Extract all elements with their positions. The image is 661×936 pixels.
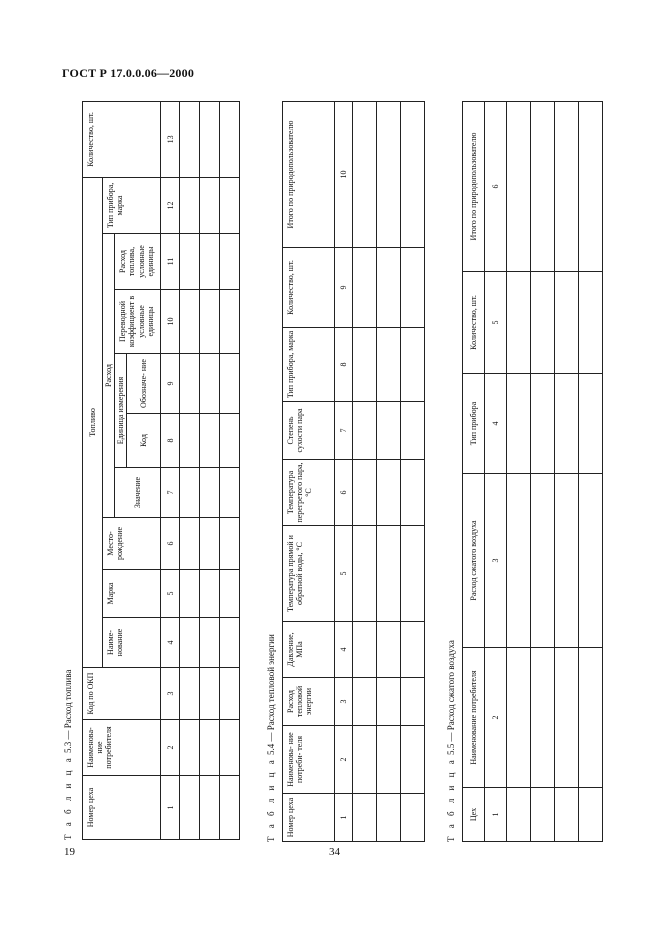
- t54-num: 8: [335, 328, 353, 402]
- t55-num: 3: [485, 474, 507, 648]
- t54-h-temp-par: Температура перегретого пара, °С: [283, 460, 335, 526]
- table-5-5: [462, 101, 603, 842]
- t55-empty-row: [555, 102, 579, 842]
- t54-h-stepen: Степень сухости пара: [283, 402, 335, 460]
- table-5-4-caption-word: Т а б л и ц а: [266, 757, 276, 842]
- t53-h-naim: Наиме- нование: [103, 618, 161, 668]
- t53-number-row: [161, 101, 180, 839]
- t53-h-perev: Переводной коэффициент в условные единицы: [115, 290, 161, 354]
- t55-h-kol: Количество, шт.: [463, 272, 485, 374]
- t55-h-tseh: Цех: [463, 788, 485, 842]
- t53-h-oboz: Обозначе- ние: [127, 354, 161, 414]
- t53-num: 3: [161, 668, 180, 720]
- t53-num: 7: [161, 468, 180, 518]
- table-5-3-caption-word: Т а б л и ц а: [63, 755, 73, 840]
- t54-h-temp-voda: Температура прямой и обратной воды, °С: [283, 526, 335, 622]
- t54-num: 10: [335, 102, 353, 248]
- t53-h-kod-okp: Код по ОКП: [83, 668, 161, 720]
- table-5-5-caption: [446, 640, 456, 842]
- page-number-left: 19: [64, 846, 75, 858]
- t53-empty-row: [180, 101, 200, 839]
- t54-h-davlenie: Давление, МПа: [283, 622, 335, 678]
- t54-num: 5: [335, 526, 353, 622]
- t53-empty-row: [200, 101, 220, 839]
- t54-num: 7: [335, 402, 353, 460]
- page-number-center: 34: [329, 846, 340, 858]
- table-5-4-caption-text: 5.4 — Расход тепловой энергии: [266, 634, 276, 756]
- t55-num: 5: [485, 272, 507, 374]
- document-title: ГОСТ Р 17.0.0.06—2000: [62, 66, 195, 80]
- t53-h-mesto: Место- рождение: [103, 518, 161, 570]
- t53-h-naim-potr: Наименова- ние потребителя: [83, 720, 161, 776]
- t53-num: 6: [161, 518, 180, 570]
- t53-h-rashod: Расход: [103, 234, 115, 518]
- t53-num: 8: [161, 414, 180, 468]
- t53-num: 2: [161, 720, 180, 776]
- t54-num: 9: [335, 248, 353, 328]
- t53-h-znach: Значение: [115, 468, 161, 518]
- t54-num: 6: [335, 460, 353, 526]
- t53-num: 1: [161, 776, 180, 840]
- t54-h-tip: Тип прибора, марка: [283, 328, 335, 402]
- t55-number-row: [485, 102, 507, 842]
- t55-num: 6: [485, 102, 507, 272]
- table-5-4-caption: [266, 634, 276, 842]
- t53-h-marka: Марка: [103, 570, 161, 618]
- table-5-4: [282, 101, 425, 842]
- t53-num: 9: [161, 354, 180, 414]
- table-5-3-caption-text: 5.3 — Расход топлива: [63, 669, 73, 754]
- t55-num: 2: [485, 648, 507, 788]
- t53-num: 5: [161, 570, 180, 618]
- t54-num: 2: [335, 726, 353, 794]
- t54-num: 3: [335, 678, 353, 726]
- t53-num: 10: [161, 290, 180, 354]
- t53-h-toplivo: Топливо: [83, 177, 103, 667]
- t53-h-ed-izm: Единица измерения: [115, 354, 127, 468]
- t55-h-naim: Наименование потребителя: [463, 648, 485, 788]
- t55-num: 1: [485, 788, 507, 842]
- t53-num: 4: [161, 618, 180, 668]
- t53-h-kod: Код: [127, 414, 161, 468]
- t54-empty-row: [353, 102, 377, 842]
- t55-empty-row: [531, 102, 555, 842]
- t53-num: 13: [161, 101, 180, 177]
- t53-h-kol: Количество, шт.: [83, 101, 161, 177]
- t53-num: 11: [161, 234, 180, 290]
- t54-h-nomer: Номер цеха: [283, 794, 335, 842]
- t55-num: 4: [485, 374, 507, 474]
- t54-h-rashod: Расход тепловой энергии: [283, 678, 335, 726]
- t53-empty-row: [220, 101, 240, 839]
- t54-num: 1: [335, 794, 353, 842]
- t54-number-row: [335, 102, 353, 842]
- t55-h-itogo: Итого по природопользователю: [463, 102, 485, 272]
- t54-h-naim: Наименова- ние потреби- теля: [283, 726, 335, 794]
- t53-h-tip: Тип прибора, марка: [103, 177, 161, 233]
- t54-h-kol: Количество, шт.: [283, 248, 335, 328]
- table-5-5-caption-text: 5.5 — Расход сжатого воздуха: [446, 640, 456, 756]
- table-5-5-caption-word: Т а б л и ц а: [446, 757, 456, 842]
- t53-h-rashod-usl: Расход топлива, условные единицы: [115, 234, 161, 290]
- t55-empty-row: [579, 102, 603, 842]
- t54-empty-row: [377, 102, 401, 842]
- t54-h-itogo: Итого по природопользователю: [283, 102, 335, 248]
- t54-num: 4: [335, 622, 353, 678]
- t55-empty-row: [507, 102, 531, 842]
- t55-h-rashod: Расход сжатого воздуха: [463, 474, 485, 648]
- t55-h-tip: Тип прибора: [463, 374, 485, 474]
- t53-num: 12: [161, 177, 180, 233]
- table-5-3: [82, 101, 240, 840]
- t53-h-nomer: Номер цеха: [83, 776, 161, 840]
- table-5-3-caption: [63, 670, 73, 840]
- t54-empty-row: [401, 102, 425, 842]
